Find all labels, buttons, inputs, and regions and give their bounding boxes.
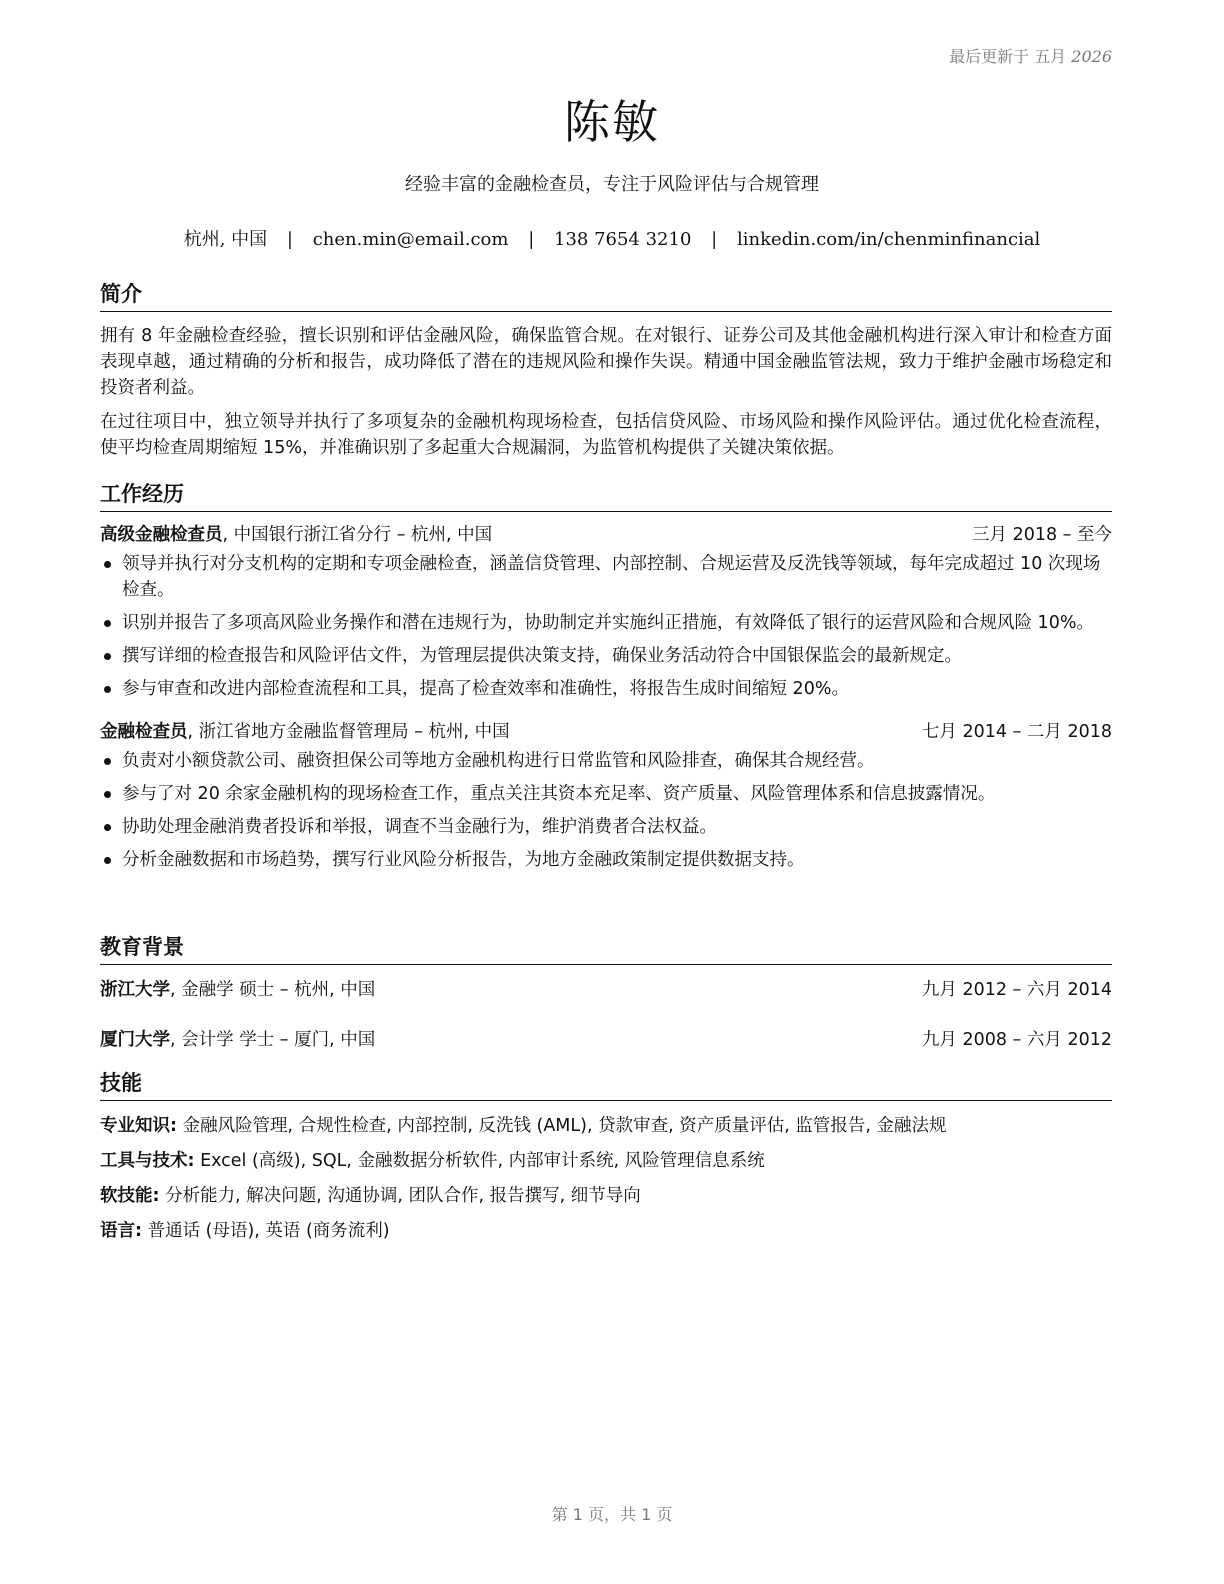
skill-label: 语言: [100, 1221, 142, 1241]
candidate-name: 陈敏 [564, 95, 660, 149]
job-title-org [100, 522, 492, 548]
job-bullets [100, 551, 1112, 702]
education-section [100, 931, 1112, 1053]
contact-email[interactable]: chen.min@email.com [312, 229, 509, 250]
list-item: 负责对小额贷款公司、融资担保公司等地方金融机构进行日常监管和风险排查，确保其合规经营。 [100, 748, 1112, 774]
contact-separator: | [286, 229, 293, 250]
education-entry [100, 1027, 1112, 1053]
job-header [100, 522, 1112, 548]
school-name: 浙江大学 [100, 980, 170, 1000]
skill-label: 专业知识: [100, 1116, 177, 1136]
degree-detail: , 会计学 学士 – 厦门, 中国 [170, 1030, 376, 1050]
contact-linkedin[interactable]: linkedin.com/in/chenminfinancial [736, 229, 1041, 250]
section-title-summary: 简介 [100, 278, 1112, 312]
last-updated [949, 44, 1112, 67]
list-item: 分析金融数据和市场趋势，撰写行业风险分析报告，为地方金融政策制定提供数据支持。 [100, 847, 1112, 873]
skill-value: Excel (高级), SQL, 金融数据分析软件, 内部审计系统, 风险管理信息系统 [194, 1151, 765, 1171]
tagline: 经验丰富的金融检查员，专注于风险评估与合规管理 [405, 174, 819, 195]
education-dates: 九月 2008 – 六月 2012 [921, 1030, 1112, 1050]
job-org: , 中国银行浙江省分行 – 杭州, 中国 [222, 525, 493, 545]
list-item: 协助处理金融消费者投诉和举报，调查不当金融行为，维护消费者合法权益。 [100, 814, 1112, 840]
degree-detail: , 金融学 硕士 – 杭州, 中国 [170, 980, 376, 1000]
job-org: , 浙江省地方金融监督管理局 – 杭州, 中国 [187, 722, 510, 742]
page-number: 第 1 页，共 1 页 [551, 1505, 673, 1524]
education-entry [100, 977, 1112, 1003]
list-item: 参与了对 20 余家金融机构的现场检查工作，重点关注其资本充足率、资产质量、风险管理体系和信息披露情况。 [100, 781, 1112, 807]
job-header [100, 719, 1112, 745]
skill-label: 工具与技术: [100, 1151, 195, 1171]
contact-line [0, 225, 1224, 251]
updated-year: 2026 [1071, 47, 1112, 66]
list-item: 撰写详细的检查报告和风险评估文件，为管理层提供决策支持，确保业务活动符合中国银保监会的最新规定。 [100, 643, 1112, 669]
section-title-skills: 技能 [100, 1067, 1112, 1101]
education-dates: 九月 2012 – 六月 2014 [921, 980, 1112, 1000]
updated-prefix: 最后更新于 [949, 47, 1030, 66]
updated-month: 五月 [1034, 47, 1067, 66]
section-title-education: 教育背景 [100, 931, 1112, 965]
skill-line [100, 1218, 1112, 1244]
job-entry [100, 522, 1112, 702]
summary-paragraph: 拥有 8 年金融检查经验，擅长识别和评估金融风险，确保监管合规。在对银行、证券公司及其他金融机构进行深入审计和检查方面表现卓越，通过精确的分析和报告，成功降低了潜在的违规风险和操作失误。精通中国金融监管法规，致力于维护金融市场稳定和投资者利益。 [100, 326, 1112, 398]
job-dates: 七月 2014 – 二月 2018 [921, 722, 1112, 742]
job-bullets [100, 748, 1112, 873]
skills-section [100, 1067, 1112, 1253]
section-title-experience: 工作经历 [100, 478, 1112, 512]
skills-list [100, 1113, 1112, 1244]
contact-separator: | [528, 229, 535, 250]
list-item: 领导并执行对分支机构的定期和专项金融检查，涵盖信贷管理、内部控制、合规运营及反洗钱等领域，每年完成超过 10 次现场检查。 [100, 551, 1112, 603]
school-name: 厦门大学 [100, 1030, 170, 1050]
job-role: 金融检查员 [100, 722, 188, 742]
list-item: 参与审查和改进内部检查流程和工具，提高了检查效率和准确性，将报告生成时间缩短 20%。 [100, 676, 1112, 702]
skill-line [100, 1148, 1112, 1174]
contact-location: 杭州, 中国 [183, 229, 268, 250]
skill-line [100, 1113, 1112, 1139]
skill-value: 金融风险管理, 合规性检查, 内部控制, 反洗钱 (AML), 贷款审查, 资产质量评估, 监管报告, 金融法规 [177, 1116, 947, 1136]
skill-line [100, 1183, 1112, 1209]
experience-section [100, 478, 1112, 880]
job-dates: 三月 2018 – 至今 [972, 525, 1112, 545]
summary-paragraph: 在过往项目中，独立领导并执行了多项复杂的金融机构现场检查，包括信贷风险、市场风险和操作风险评估。通过优化检查流程，使平均检查周期缩短 15%，并准确识别了多起重大合规漏洞，为监管机构提供了关键决策依据。 [100, 412, 1112, 458]
skill-label: 软技能: [100, 1186, 160, 1206]
job-role: 高级金融检查员 [100, 525, 223, 545]
skill-value: 分析能力, 解决问题, 沟通协调, 团队合作, 报告撰写, 细节导向 [159, 1186, 641, 1206]
job-title-org [100, 719, 510, 745]
list-item: 识别并报告了多项高风险业务操作和潜在违规行为，协助制定并实施纠正措施，有效降低了银行的运营风险和合规风险 10%。 [100, 610, 1112, 636]
skill-value: 普通话 (母语), 英语 (商务流利) [142, 1221, 390, 1241]
summary-section [100, 278, 1112, 461]
job-entry [100, 719, 1112, 873]
contact-separator: | [711, 229, 718, 250]
contact-phone: 138 7654 3210 [554, 229, 692, 250]
